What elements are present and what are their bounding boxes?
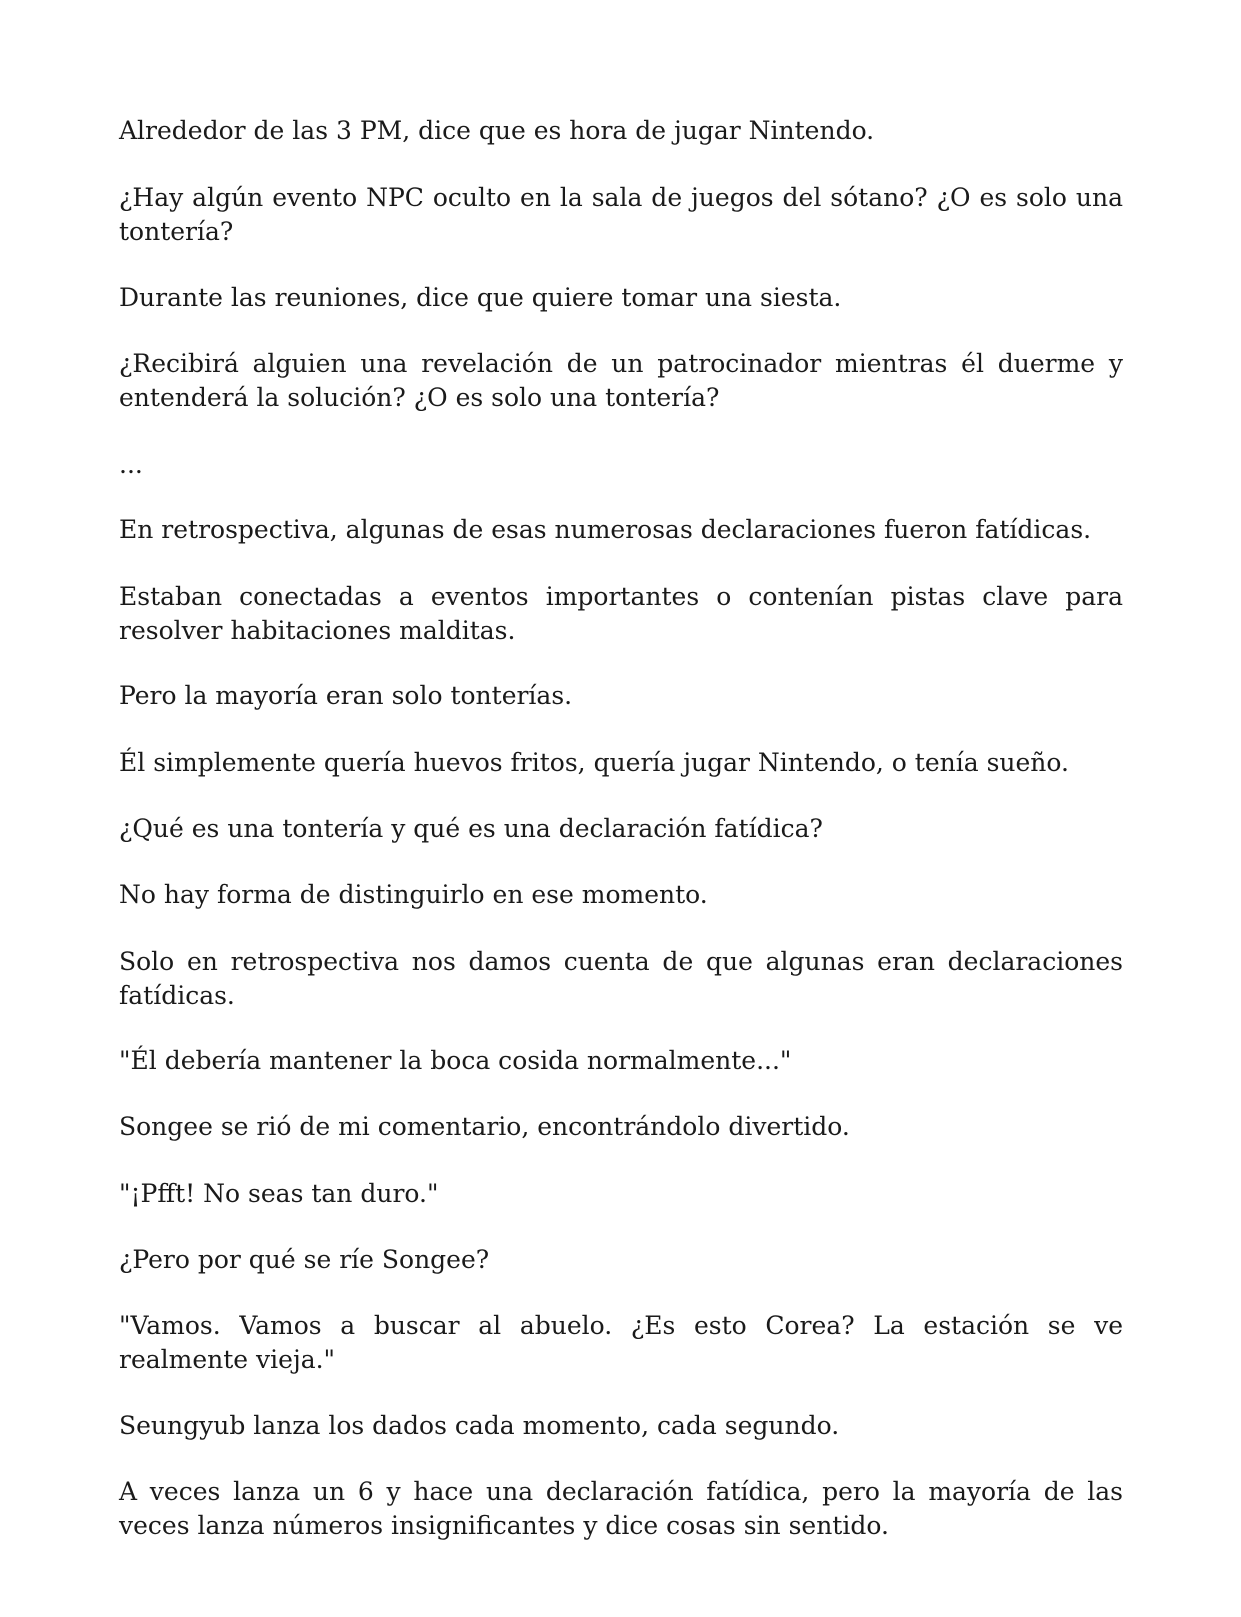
- paragraph: Durante las reuniones, dice que quiere tomar una siesta.: [119, 283, 842, 312]
- paragraph: Estaban conectadas a eventos importantes o contenían pistas clave para resolver habitaciones malditas.: [119, 582, 1123, 645]
- paragraph: Songee se rió de mi comentario, encontrándolo divertido.: [119, 1112, 850, 1141]
- paragraph: A veces lanza un 6 y hace una declaración fatídica, pero la mayoría de las veces lanza números insignificantes y dice cosas sin sentido.: [119, 1477, 1123, 1540]
- paragraph: No hay forma de distinguirlo en ese momento.: [119, 880, 708, 909]
- paragraph: ¿Hay algún evento NPC oculto en la sala de juegos del sótano? ¿O es solo una tontería?: [119, 183, 1123, 246]
- paragraph: ¿Recibirá alguien una revelación de un patrocinador mientras él duerme y entenderá la solución? ¿O es solo una tontería?: [119, 349, 1123, 412]
- paragraph: ¿Qué es una tontería y qué es una declaración fatídica?: [119, 814, 823, 843]
- paragraph: ¿Pero por qué se ríe Songee?: [119, 1245, 490, 1274]
- paragraph: Alrededor de las 3 PM, dice que es hora de jugar Nintendo.: [119, 116, 875, 145]
- paragraph: Él simplemente quería huevos fritos, quería jugar Nintendo, o tenía sueño.: [119, 748, 1069, 777]
- paragraph: "Vamos. Vamos a buscar al abuelo. ¿Es esto Corea? La estación se ve realmente vieja.": [119, 1311, 1123, 1374]
- paragraph: En retrospectiva, algunas de esas numerosas declaraciones fueron fatídicas.: [119, 515, 1092, 544]
- paragraph: Solo en retrospectiva nos damos cuenta de que algunas eran declaraciones fatídicas.: [119, 947, 1123, 1010]
- paragraph: "¡Pfft! No seas tan duro.": [119, 1179, 439, 1208]
- paragraph: Pero la mayoría eran solo tonterías.: [119, 681, 573, 710]
- paragraph: "Él debería mantener la boca cosida normalmente...": [119, 1046, 792, 1075]
- paragraph: Seungyub lanza los dados cada momento, cada segundo.: [119, 1411, 840, 1440]
- ellipsis-paragraph: ...: [119, 450, 143, 479]
